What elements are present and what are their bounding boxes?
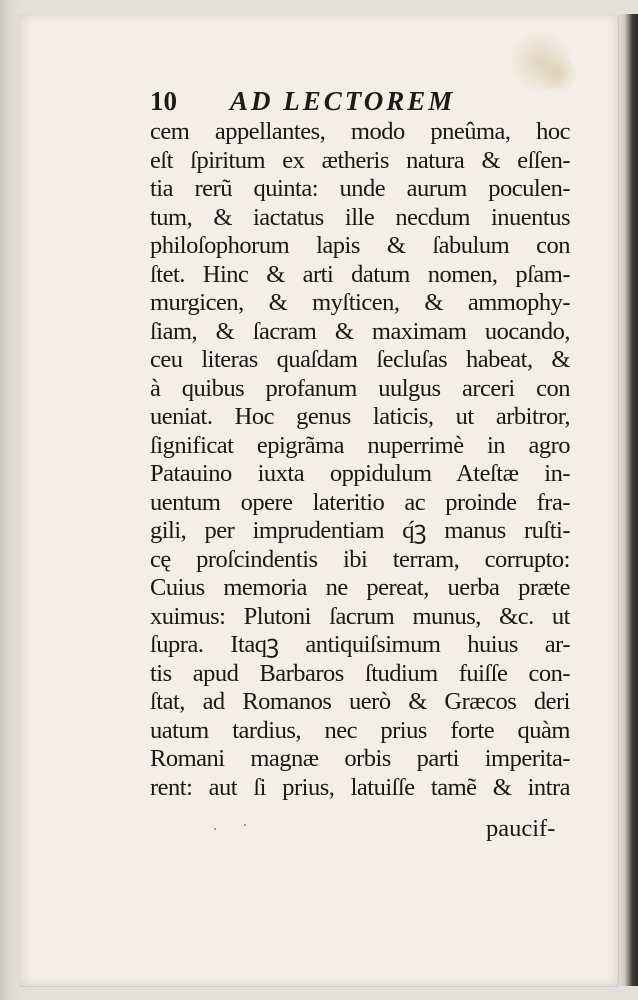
text-line: Patauino iuxta oppidulum Ateſtæ in-	[150, 460, 570, 487]
text-line: gili, per imprudentiam q́ꝫ manus ruſti-	[150, 517, 570, 544]
text-line: ſignificat epigrãma nuperrimè in agro	[150, 431, 570, 459]
text-line: ſtat, ad Romanos uerò & Græcos deri	[150, 688, 570, 715]
text-line: Romani magnæ orbis parti imperita-	[150, 745, 570, 772]
text-line: tum, & iactatus ille necdum inuentus	[150, 203, 570, 231]
text-line: uatum tardius, nec prius forte quàm	[150, 716, 570, 744]
text-line: eſt ſpiritum ex ætheris natura & eſſen-	[150, 146, 570, 174]
text-line: ceu literas quaſdam ſecluſas habeat, &	[150, 346, 570, 373]
text-line: à quibus profanum uulgus arceri con	[150, 374, 570, 402]
text-line: rent: aut ſi prius, latuiſſe tamẽ & intra	[150, 773, 570, 801]
text-line: ſtet. Hinc & arti datum nomen, pſam-	[150, 260, 570, 288]
text-line: murgicen, & myſticen, & ammophy-	[150, 289, 570, 316]
text-line: Cuius memoria ne pereat, uerba præte	[150, 574, 570, 601]
body-text	[150, 118, 570, 802]
catchword: paucif-	[486, 815, 556, 842]
page-number: 10	[150, 86, 177, 116]
text-line: tis apud Barbaros ſtudium fuiſſe con-	[150, 659, 570, 687]
text-line: ſiam, & ſacram & maximam uocando,	[150, 317, 570, 345]
text-line: cem appellantes, modo pneûma, hoc	[150, 118, 570, 145]
text-line: cę proſcindentis ibi terram, corrupto:	[150, 545, 570, 573]
book-fore-edge	[616, 14, 638, 986]
ink-speck	[214, 828, 216, 830]
text-line: ſupra. Itaqꝫ antiquiſsimum huius ar-	[150, 631, 570, 658]
running-title: AD LECTOREM	[230, 86, 456, 116]
text-line: philoſophorum lapis & ſabulum con	[150, 232, 570, 259]
running-head	[150, 84, 570, 118]
text-line: ueniat. Hoc genus laticis, ut arbitror,	[150, 403, 570, 430]
ink-speck	[244, 824, 246, 826]
text-line: xuimus: Plutoni ſacrum munus, &c. ut	[150, 602, 570, 630]
text-line: tia rerũ quinta: unde aurum poculen-	[150, 175, 570, 202]
text-line: uentum opere lateritio ac proinde fra-	[150, 488, 570, 516]
